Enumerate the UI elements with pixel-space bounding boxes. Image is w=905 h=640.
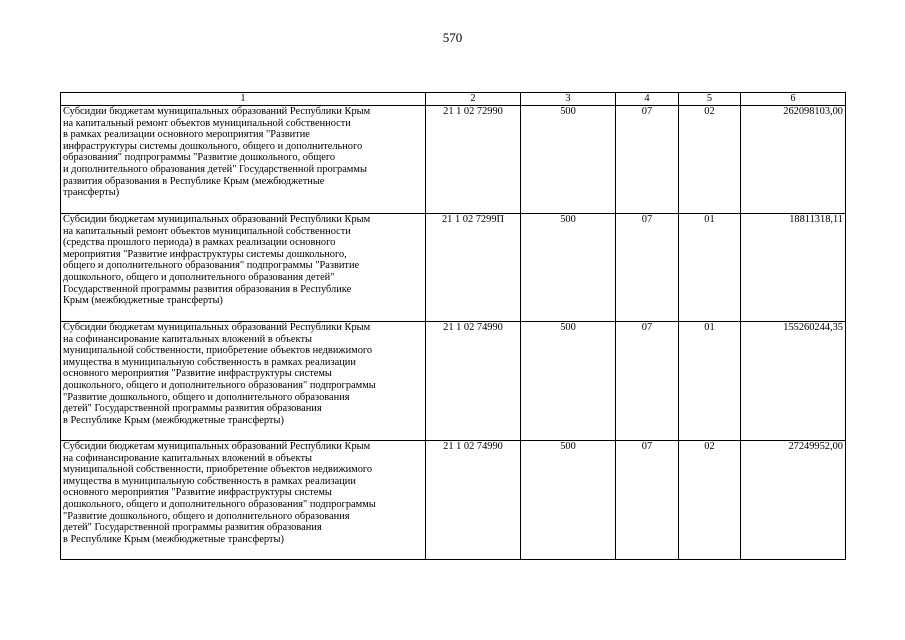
budget-table	[60, 92, 846, 560]
row-target-code: 21 1 02 74990	[426, 322, 521, 441]
table-header	[61, 93, 846, 106]
row-expense-type: 500	[521, 214, 616, 322]
row-amount: 262098103,00	[741, 106, 846, 214]
row-description: Субсидии бюджетам муниципальных образований Республики Крым на софинансирование капитальных вложений в объекты муниципальной собственности, приобретение объектов недвижимого имущества в муниципальную собственность в рамках реализации основного мероприятия "Развитие инфраструктуры системы дошкольного, общего и дополнительного образования" подпрограммы "Развитие дошкольного, общего и дополнительного образования детей" Государственной программы развития образования в Республике Крым (межбюджетные трансферты)	[61, 441, 426, 560]
table-body	[61, 106, 846, 560]
row-section: 07	[616, 106, 679, 214]
row-description: Субсидии бюджетам муниципальных образований Республики Крым на капитальный ремонт объектов муниципальной собственности (средства прошлого периода) в рамках реализации основного мероприятия "Развитие инфраструктуры системы дошкольного, общего и дополнительного образования" подпрограммы "Развитие дошкольного, общего и дополнительного образования детей" Государственной программы развития образования в Республике Крым (межбюджетные трансферты)	[61, 214, 426, 322]
row-expense-type: 500	[521, 322, 616, 441]
row-section: 07	[616, 322, 679, 441]
header-col-4: 4	[616, 93, 679, 106]
row-amount: 27249952,00	[741, 441, 846, 560]
header-col-3: 3	[521, 93, 616, 106]
row-section: 07	[616, 214, 679, 322]
table-row	[61, 214, 846, 322]
header-col-5: 5	[679, 93, 741, 106]
row-description: Субсидии бюджетам муниципальных образований Республики Крым на софинансирование капитальных вложений в объекты муниципальной собственности, приобретение объектов недвижимого имущества в муниципальную собственность в рамках реализации основного мероприятия "Развитие инфраструктуры системы дошкольного, общего и дополнительного образования" подпрограммы "Развитие дошкольного, общего и дополнительного образования детей" Государственной программы развития образования в Республике Крым (межбюджетные трансферты)	[61, 322, 426, 441]
row-subsection: 02	[679, 441, 741, 560]
row-target-code: 21 1 02 7299П	[426, 214, 521, 322]
row-target-code: 21 1 02 74990	[426, 441, 521, 560]
table-row	[61, 106, 846, 214]
row-target-code: 21 1 02 72990	[426, 106, 521, 214]
page-number: 570	[442, 30, 463, 45]
row-subsection: 01	[679, 214, 741, 322]
row-expense-type: 500	[521, 106, 616, 214]
row-subsection: 02	[679, 106, 741, 214]
row-description: Субсидии бюджетам муниципальных образований Республики Крым на капитальный ремонт объектов муниципальной собственности в рамках реализации основного мероприятия "Развитие инфраструктуры системы дошкольного, общего и дополнительного образования" подпрограммы "Развитие дошкольного, общего и дополнительного образования детей" Государственной программы развития образования в Республике Крым (межбюджетные трансферты)	[61, 106, 426, 214]
table-row	[61, 441, 846, 560]
row-section: 07	[616, 441, 679, 560]
table-row	[61, 322, 846, 441]
header-row	[61, 93, 846, 106]
row-subsection: 01	[679, 322, 741, 441]
header-col-2: 2	[426, 93, 521, 106]
row-amount: 18811318,11	[741, 214, 846, 322]
header-col-1: 1	[61, 93, 426, 106]
row-expense-type: 500	[521, 441, 616, 560]
header-col-6: 6	[741, 93, 846, 106]
row-amount: 155260244,35	[741, 322, 846, 441]
